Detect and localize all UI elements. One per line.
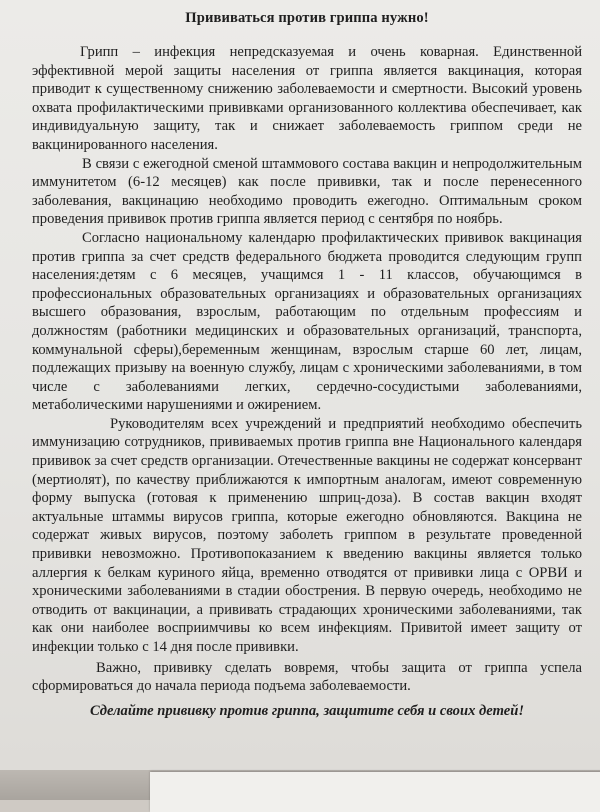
paragraph-national-calendar: Согласно национальному календарю профилактических прививок вакцинация против гриппа за счет средств федерального бюджета проводится следующим групп населения:детям с 6 месяцев, учащимся 1 - 11 классов, обучающимся в профессиональных образовательных организациях и образовательных организациях высшего образования, взрослым, работающим по отдельным профессиям и должностям (работники медицинских и образовательных организаций, транспорта, коммунальной сферы),беременным женщинам, взрослым старше 60 лет, лицам, подлежащих призыву на военную службу, лицам с хроническими заболеваниями, в том числе с заболеваниями легких, сердечно-сосудистыми заболеваниями, метаболическими нарушениями и ожирением.	[32, 229, 582, 414]
underlying-paper-sheet	[150, 772, 600, 812]
document-title: Прививаться против гриппа нужно!	[185, 10, 429, 26]
paragraph-annual-vaccination: В связи с ежегодной сменой штаммового состава вакцин и непродолжительным иммунитетом (6-12 месяцев) как после прививки, так и после перенесенного заболевания, вакцинацию необходимо проводить ежегодно. Оптимальным сроком проведения прививок против гриппа является период с сентября по ноябрь.	[32, 155, 582, 228]
paragraph-intro: Грипп – инфекция непредсказуемая и очень коварная. Единственной эффективной мерой защиты населения от гриппа является вакцинация, которая приводит к существенному снижению заболеваемости и смертности. Высокий уровень охвата профилактическими прививками организованного коллектива обеспечивает, как индивидуальную защиту, так и снижает заболеваемость гриппом среди не вакцинированного населения.	[32, 44, 582, 153]
paragraph-employers: Руководителям всех учреждений и предприятий необходимо обеспечить иммунизацию сотрудников, прививаемых против гриппа вне Национального календаря прививок за счет средств организации. Отечественные вакцины не содержат консервант (мертиолят), по качеству приближаются к импортным аналогам, имеют современную форму выпуска (готовая к применению шприц-доза). В состав вакцин входят актуальные штаммы вирусов гриппа, которые ежегодно обновляются. Вакцина не содержат живых вирусов, поэтому заболеть гриппом в результате проведенной прививки невозможно. Противопоказанием к введению вакцины является только аллергия к белкам куриного яйца, временно отводятся от прививки лица с ОРВИ и хроническими заболеваниями в стадии обострения. В первую очередь, необходимо не отводить от вакцинации, а прививать страдающих хроническими заболеваниями, так как они наиболее восприимчивы ко всем инфекциям. Привитой имеет защиту от инфекции только с 14 дня после прививки.	[32, 415, 582, 655]
closing-call-to-action: Сделайте прививку против гриппа, защитите себя и своих детей!	[89, 702, 524, 719]
paragraph-timing: Важно, прививку сделать вовремя, чтобы защита от гриппа успела сформироваться до начала периода подъема заболеваемости.	[32, 659, 582, 695]
